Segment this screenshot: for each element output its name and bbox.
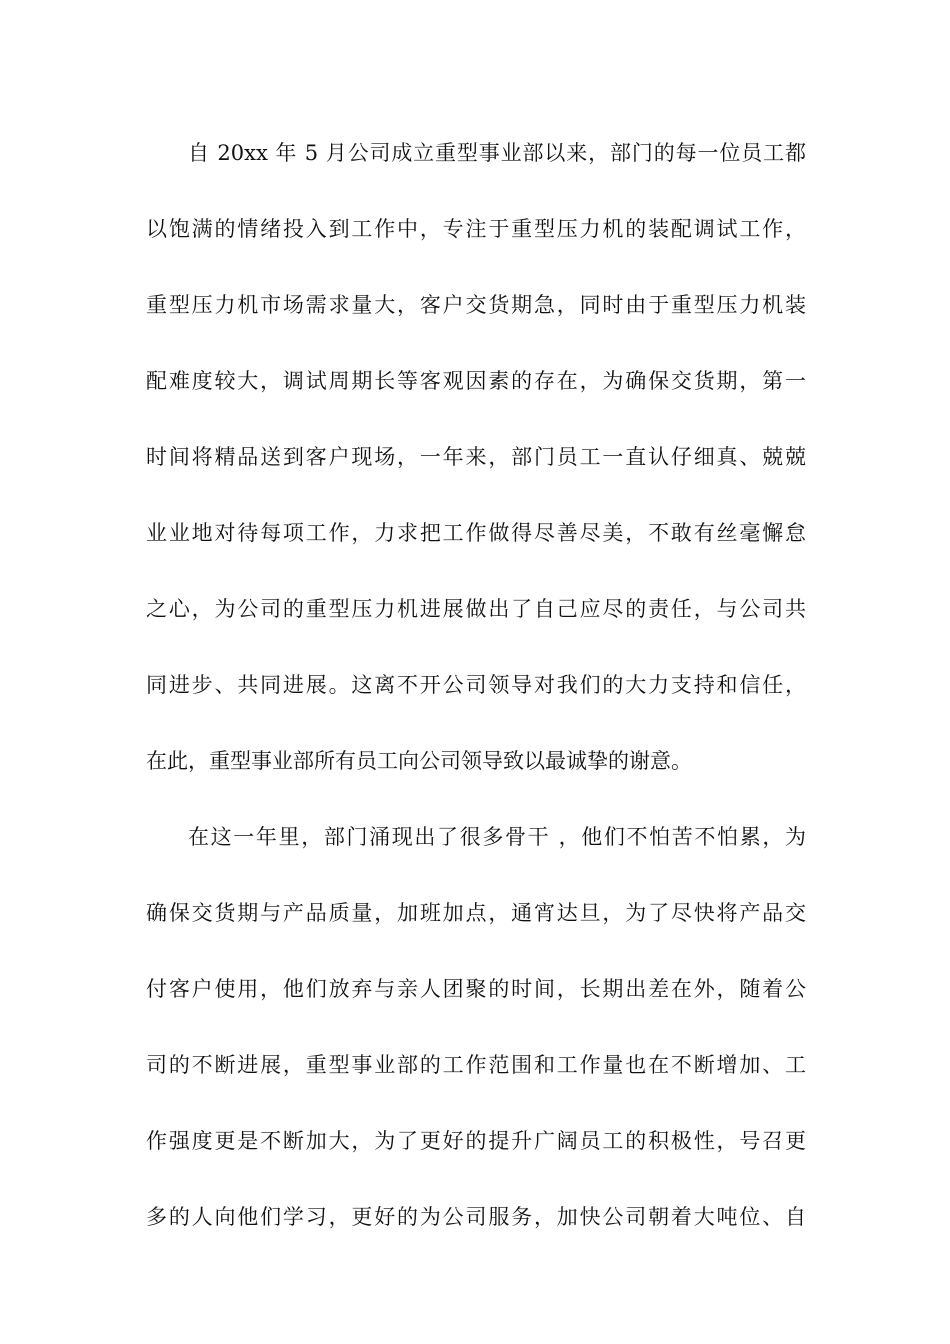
paragraph-1-line-1: 自 20xx 年 5 月公司成立重型事业部以来，部门的每一位员工都 — [188, 141, 806, 165]
paragraph-1-line-8: 同进步、共同进展。这离不开公司领导对我们的大力支持和信任， — [146, 673, 806, 697]
paragraph-2-line-5: 作强度更是不断加大，为了更好的提升广阔员工的积极性，号召更 — [146, 1129, 806, 1153]
paragraph-1-line-9: 在此，重型事业部所有员工向公司领导致以最诚挚的谢意。 — [146, 749, 692, 773]
paragraph-1-line-5: 时间将精品送到客户现场，一年来，部门员工一直认仔细真、兢兢 — [146, 445, 806, 469]
paragraph-1-line-6: 业业地对待每项工作，力求把工作做得尽善尽美，不敢有丝毫懈怠 — [146, 521, 806, 545]
paragraph-2-line-3: 付客户使用，他们放弃与亲人团聚的时间，长期出差在外，随着公 — [146, 977, 806, 1001]
paragraph-1-line-3: 重型压力机市场需求量大，客户交货期急，同时由于重型压力机装 — [146, 293, 806, 317]
paragraph-2-line-6: 多的人向他们学习，更好的为公司服务，加快公司朝着大吨位、自 — [146, 1205, 806, 1229]
paragraph-1-line-7: 之心，为公司的重型压力机进展做出了自己应尽的责任，与公司共 — [146, 597, 806, 621]
paragraph-1-line-2: 以饱满的情绪投入到工作中，专注于重型压力机的装配调试工作， — [146, 217, 806, 241]
paragraph-2-line-2: 确保交货期与产品质量，加班加点，通宵达旦，为了尽快将产品交 — [146, 901, 806, 925]
paragraph-1-line-4: 配难度较大，调试周期长等客观因素的存在，为确保交货期，第一 — [146, 369, 806, 393]
paragraph-2-line-1: 在这一年里，部门涌现出了很多骨干 ，他们不怕苦不怕累，为 — [188, 825, 806, 849]
paragraph-2-line-4: 司的不断进展，重型事业部的工作范围和工作量也在不断增加、工 — [146, 1053, 806, 1077]
